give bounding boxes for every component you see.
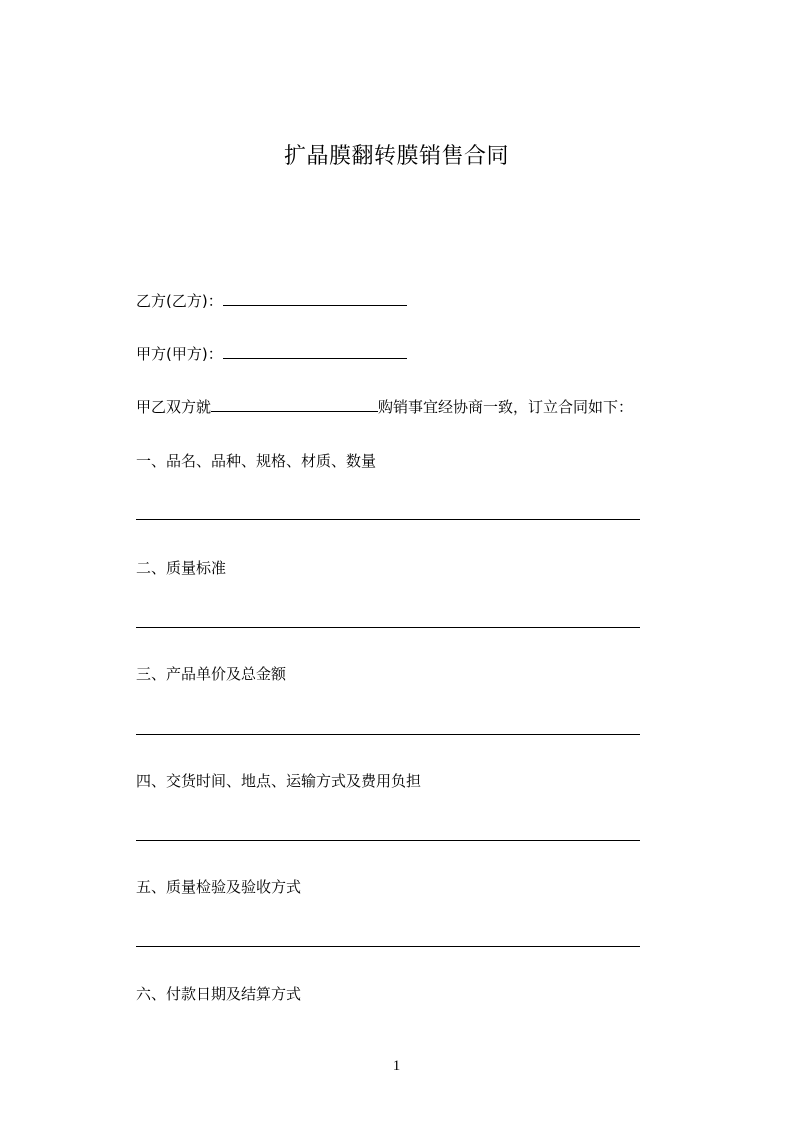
party-b-line (136, 291, 407, 311)
section-1-fill-line[interactable] (136, 519, 640, 520)
section-3-fill-line[interactable] (136, 734, 640, 735)
party-a-line (136, 344, 407, 364)
party-a-blank[interactable] (223, 344, 407, 359)
intro-suffix: 购销事宜经协商一致，订立合同如下： (378, 398, 634, 416)
section-heading-4: 四、交货时间、地点、运输方式及费用负担 (136, 772, 422, 790)
party-b-label: 乙方(乙方)： (136, 292, 223, 310)
section-4-fill-line[interactable] (136, 840, 640, 841)
section-heading-5: 五、质量检验及验收方式 (136, 878, 302, 896)
section-heading-2: 二、质量标准 (136, 559, 227, 577)
section-heading-6: 六、付款日期及结算方式 (136, 985, 302, 1003)
intro-line (136, 397, 633, 417)
product-blank[interactable] (211, 397, 378, 412)
party-b-blank[interactable] (223, 291, 407, 306)
section-heading-1: 一、品名、品种、规格、材质、数量 (136, 452, 377, 470)
intro-prefix: 甲乙双方就 (136, 398, 212, 416)
section-2-fill-line[interactable] (136, 627, 640, 628)
page-number: 1 (392, 1058, 401, 1074)
document-title: 扩晶膜翻转膜销售合同 (283, 144, 509, 169)
party-a-label: 甲方(甲方)： (136, 345, 223, 363)
section-heading-3: 三、产品单价及总金额 (136, 665, 287, 683)
section-5-fill-line[interactable] (136, 946, 640, 947)
